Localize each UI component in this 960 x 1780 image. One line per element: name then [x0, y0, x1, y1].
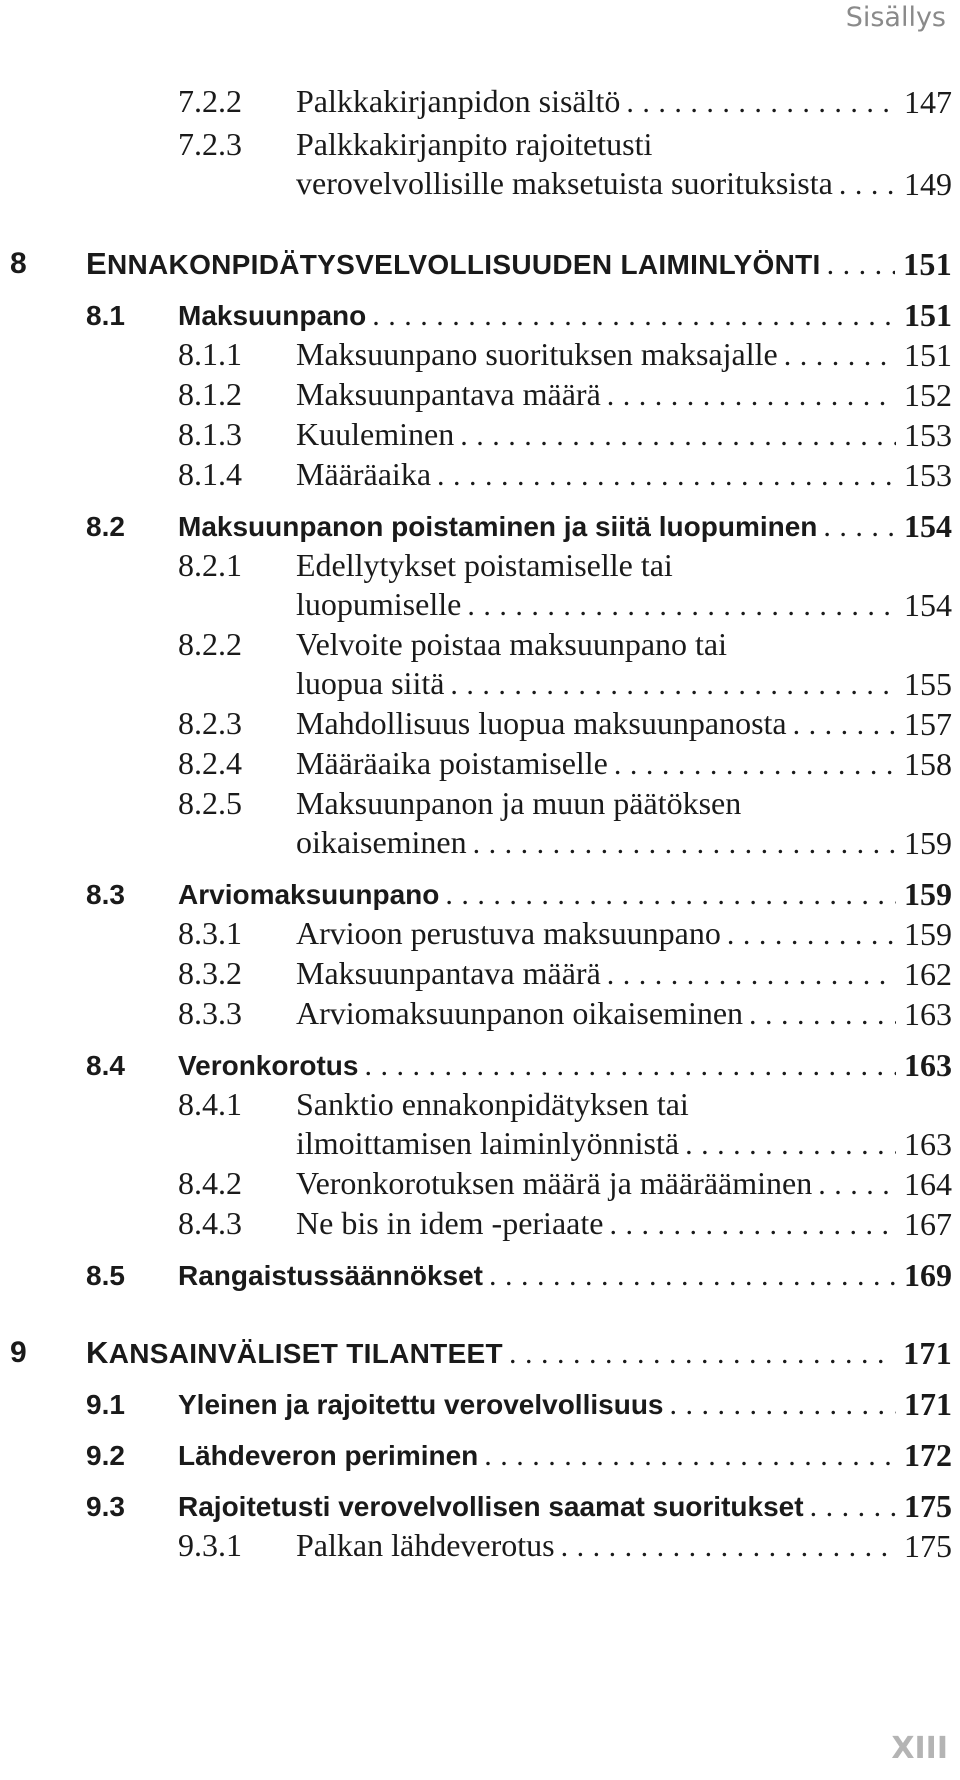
toc-section-9-2[interactable]	[0, 1436, 952, 1475]
toc-number: 8.2.3	[178, 705, 242, 741]
toc-title-line1: Palkkakirjanpito rajoitetusti	[296, 126, 653, 162]
section-number: 8.3	[86, 879, 125, 910]
toc-page: 149	[896, 165, 952, 204]
chapter-title: NNAKONPIDÄTYSVELVOLLISUUDEN LAIMINLYÖNTI	[106, 249, 821, 280]
section-number: 8.2	[86, 511, 125, 542]
toc-section-8-3[interactable]	[0, 875, 952, 914]
toc-number: 9.3.1	[178, 1527, 242, 1563]
toc-entry-8-2-5[interactable]	[0, 784, 952, 863]
toc-number: 8.1.4	[178, 456, 242, 492]
toc-page: 154	[896, 586, 952, 625]
toc-page: 151	[895, 245, 952, 284]
toc-number: 7.2.2	[178, 83, 242, 119]
toc-page: 171	[896, 1385, 952, 1424]
toc-number: 8.1.2	[178, 376, 242, 412]
running-header: Sisällys	[845, 2, 946, 33]
toc-entry-8-4-1[interactable]	[0, 1085, 952, 1164]
section-title: Rangaistussäännökset	[178, 1260, 483, 1291]
toc-entry-8-4-2[interactable]	[0, 1164, 952, 1204]
section-title: Maksuunpano	[178, 300, 367, 331]
toc-page: 154	[896, 507, 952, 546]
toc-title: Maksuunpantava määrä	[296, 955, 601, 991]
page-number: XIII	[891, 1731, 948, 1766]
toc-title-line1: Sanktio ennakonpidätyksen tai	[296, 1086, 689, 1122]
toc-title-line2: luopumiselle	[296, 586, 462, 622]
toc-page: 167	[896, 1205, 952, 1244]
section-title: Rajoitetusti verovelvollisen saamat suoritukset	[178, 1491, 804, 1522]
toc-number: 8.2.5	[178, 785, 242, 821]
chapter-title-initial: K	[86, 1335, 109, 1370]
toc-title: Palkan lähdeverotus	[296, 1527, 555, 1563]
section-number: 9.3	[86, 1491, 125, 1522]
section-number: 9.1	[86, 1389, 125, 1420]
toc-title: Palkkakirjanpidon sisältö	[296, 83, 621, 119]
toc-page: 163	[896, 995, 952, 1034]
section-title: Maksuunpanon poistaminen ja siitä luopuminen	[178, 511, 818, 542]
toc-chapter-9[interactable]	[0, 1333, 952, 1373]
toc-number: 8.2.1	[178, 547, 242, 583]
toc-entry-8-1-2[interactable]	[0, 375, 952, 415]
toc-number: 8.1.3	[178, 416, 242, 452]
toc-title-line2: oikaiseminen	[296, 824, 467, 860]
chapter-title: ANSAINVÄLISET TILANTEET	[108, 1338, 503, 1369]
toc-number: 8.4.2	[178, 1165, 242, 1201]
toc-title-line2: luopua siitä	[296, 665, 445, 701]
toc-title-line2: ilmoittamisen laiminlyönnistä	[296, 1125, 680, 1161]
toc-page: 155	[896, 665, 952, 704]
toc-page: 159	[896, 824, 952, 863]
toc-page: 175	[896, 1487, 952, 1526]
toc-entry-7-2-3[interactable]	[0, 125, 952, 204]
section-number: 8.4	[86, 1050, 125, 1081]
toc-entry-8-2-1[interactable]	[0, 546, 952, 625]
toc-section-8-2[interactable]	[0, 507, 952, 546]
toc-page: 171	[895, 1334, 952, 1373]
toc-chapter-8[interactable]	[0, 244, 952, 284]
toc-entry-8-2-3[interactable]	[0, 704, 952, 744]
toc-number: 8.3.2	[178, 955, 242, 991]
toc-entry-8-4-3[interactable]	[0, 1204, 952, 1244]
toc-page: 157	[896, 705, 952, 744]
section-number: 9.2	[86, 1440, 125, 1471]
toc-number: 7.2.3	[178, 126, 242, 162]
toc-section-8-5[interactable]	[0, 1256, 952, 1295]
chapter-title-initial: E	[86, 246, 107, 281]
toc-title: Arviomaksuunpanon oikaiseminen	[296, 995, 744, 1031]
toc-entry-9-3-1[interactable]	[0, 1526, 952, 1566]
toc-title: Määräaika poistamiselle	[296, 745, 608, 781]
toc-title-line2: verovelvollisille maksetuista suorituksista	[296, 165, 833, 201]
toc-page: 151	[896, 296, 952, 335]
toc-entry-8-1-4[interactable]	[0, 455, 952, 495]
toc-entry-8-2-2[interactable]	[0, 625, 952, 704]
toc-page: 163	[896, 1046, 952, 1085]
toc-page: 172	[896, 1436, 952, 1475]
toc-section-8-1[interactable]	[0, 296, 952, 335]
section-title: Arviomaksuunpano	[178, 879, 440, 910]
toc-page: 153	[896, 416, 952, 455]
table-of-contents	[0, 82, 952, 1566]
toc-number: 8.4.3	[178, 1205, 242, 1241]
section-title: Lähdeveron periminen	[178, 1440, 479, 1471]
toc-title: Maksuunpantava määrä	[296, 376, 601, 412]
toc-title-line1: Maksuunpanon ja muun päätöksen	[296, 785, 742, 821]
chapter-number: 9	[10, 1336, 27, 1369]
toc-page: 164	[896, 1165, 952, 1204]
toc-entry-8-3-3[interactable]	[0, 994, 952, 1034]
toc-section-9-3[interactable]	[0, 1487, 952, 1526]
toc-section-8-4[interactable]	[0, 1046, 952, 1085]
toc-page: 153	[896, 456, 952, 495]
chapter-number: 8	[10, 247, 27, 280]
toc-page: 175	[896, 1527, 952, 1566]
toc-number: 8.3.1	[178, 915, 242, 951]
toc-title: Määräaika	[296, 456, 432, 492]
toc-number: 8.1.1	[178, 336, 242, 372]
toc-title: Ne bis in idem -periaate	[296, 1205, 604, 1241]
toc-page: 159	[896, 915, 952, 954]
section-number: 8.1	[86, 300, 125, 331]
toc-number: 8.2.2	[178, 626, 242, 662]
toc-page: 147	[896, 83, 952, 122]
toc-page: 163	[896, 1125, 952, 1164]
section-title: Veronkorotus	[178, 1050, 359, 1081]
toc-title: Kuuleminen	[296, 416, 455, 452]
section-title: Yleinen ja rajoitettu verovelvollisuus	[178, 1389, 664, 1420]
toc-number: 8.4.1	[178, 1086, 242, 1122]
toc-entry-8-2-4[interactable]	[0, 744, 952, 784]
toc-title-line1: Velvoite poistaa maksuunpano tai	[296, 626, 728, 662]
toc-page: 159	[896, 875, 952, 914]
toc-entry-8-3-2[interactable]	[0, 954, 952, 994]
toc-section-9-1[interactable]	[0, 1385, 952, 1424]
toc-entry-8-3-1[interactable]	[0, 914, 952, 954]
toc-title-line1: Edellytykset poistamiselle tai	[296, 547, 673, 583]
toc-entry-8-1-3[interactable]	[0, 415, 952, 455]
toc-page: 151	[896, 336, 952, 375]
toc-page: 169	[896, 1256, 952, 1295]
toc-page: 158	[896, 745, 952, 784]
toc-page: 162	[896, 955, 952, 994]
toc-entry-8-1-1[interactable]	[0, 335, 952, 375]
toc-entry-7-2-2[interactable]	[0, 82, 952, 122]
toc-title: Veronkorotuksen määrä ja määrääminen	[296, 1165, 813, 1201]
toc-page: 152	[896, 376, 952, 415]
section-number: 8.5	[86, 1260, 125, 1291]
toc-number: 8.3.3	[178, 995, 242, 1031]
toc-title: Arvioon perustuva maksuunpano	[296, 915, 721, 951]
toc-title: Mahdollisuus luopua maksuunpanosta	[296, 705, 787, 741]
toc-title: Maksuunpano suorituksen maksajalle	[296, 336, 778, 372]
toc-number: 8.2.4	[178, 745, 242, 781]
